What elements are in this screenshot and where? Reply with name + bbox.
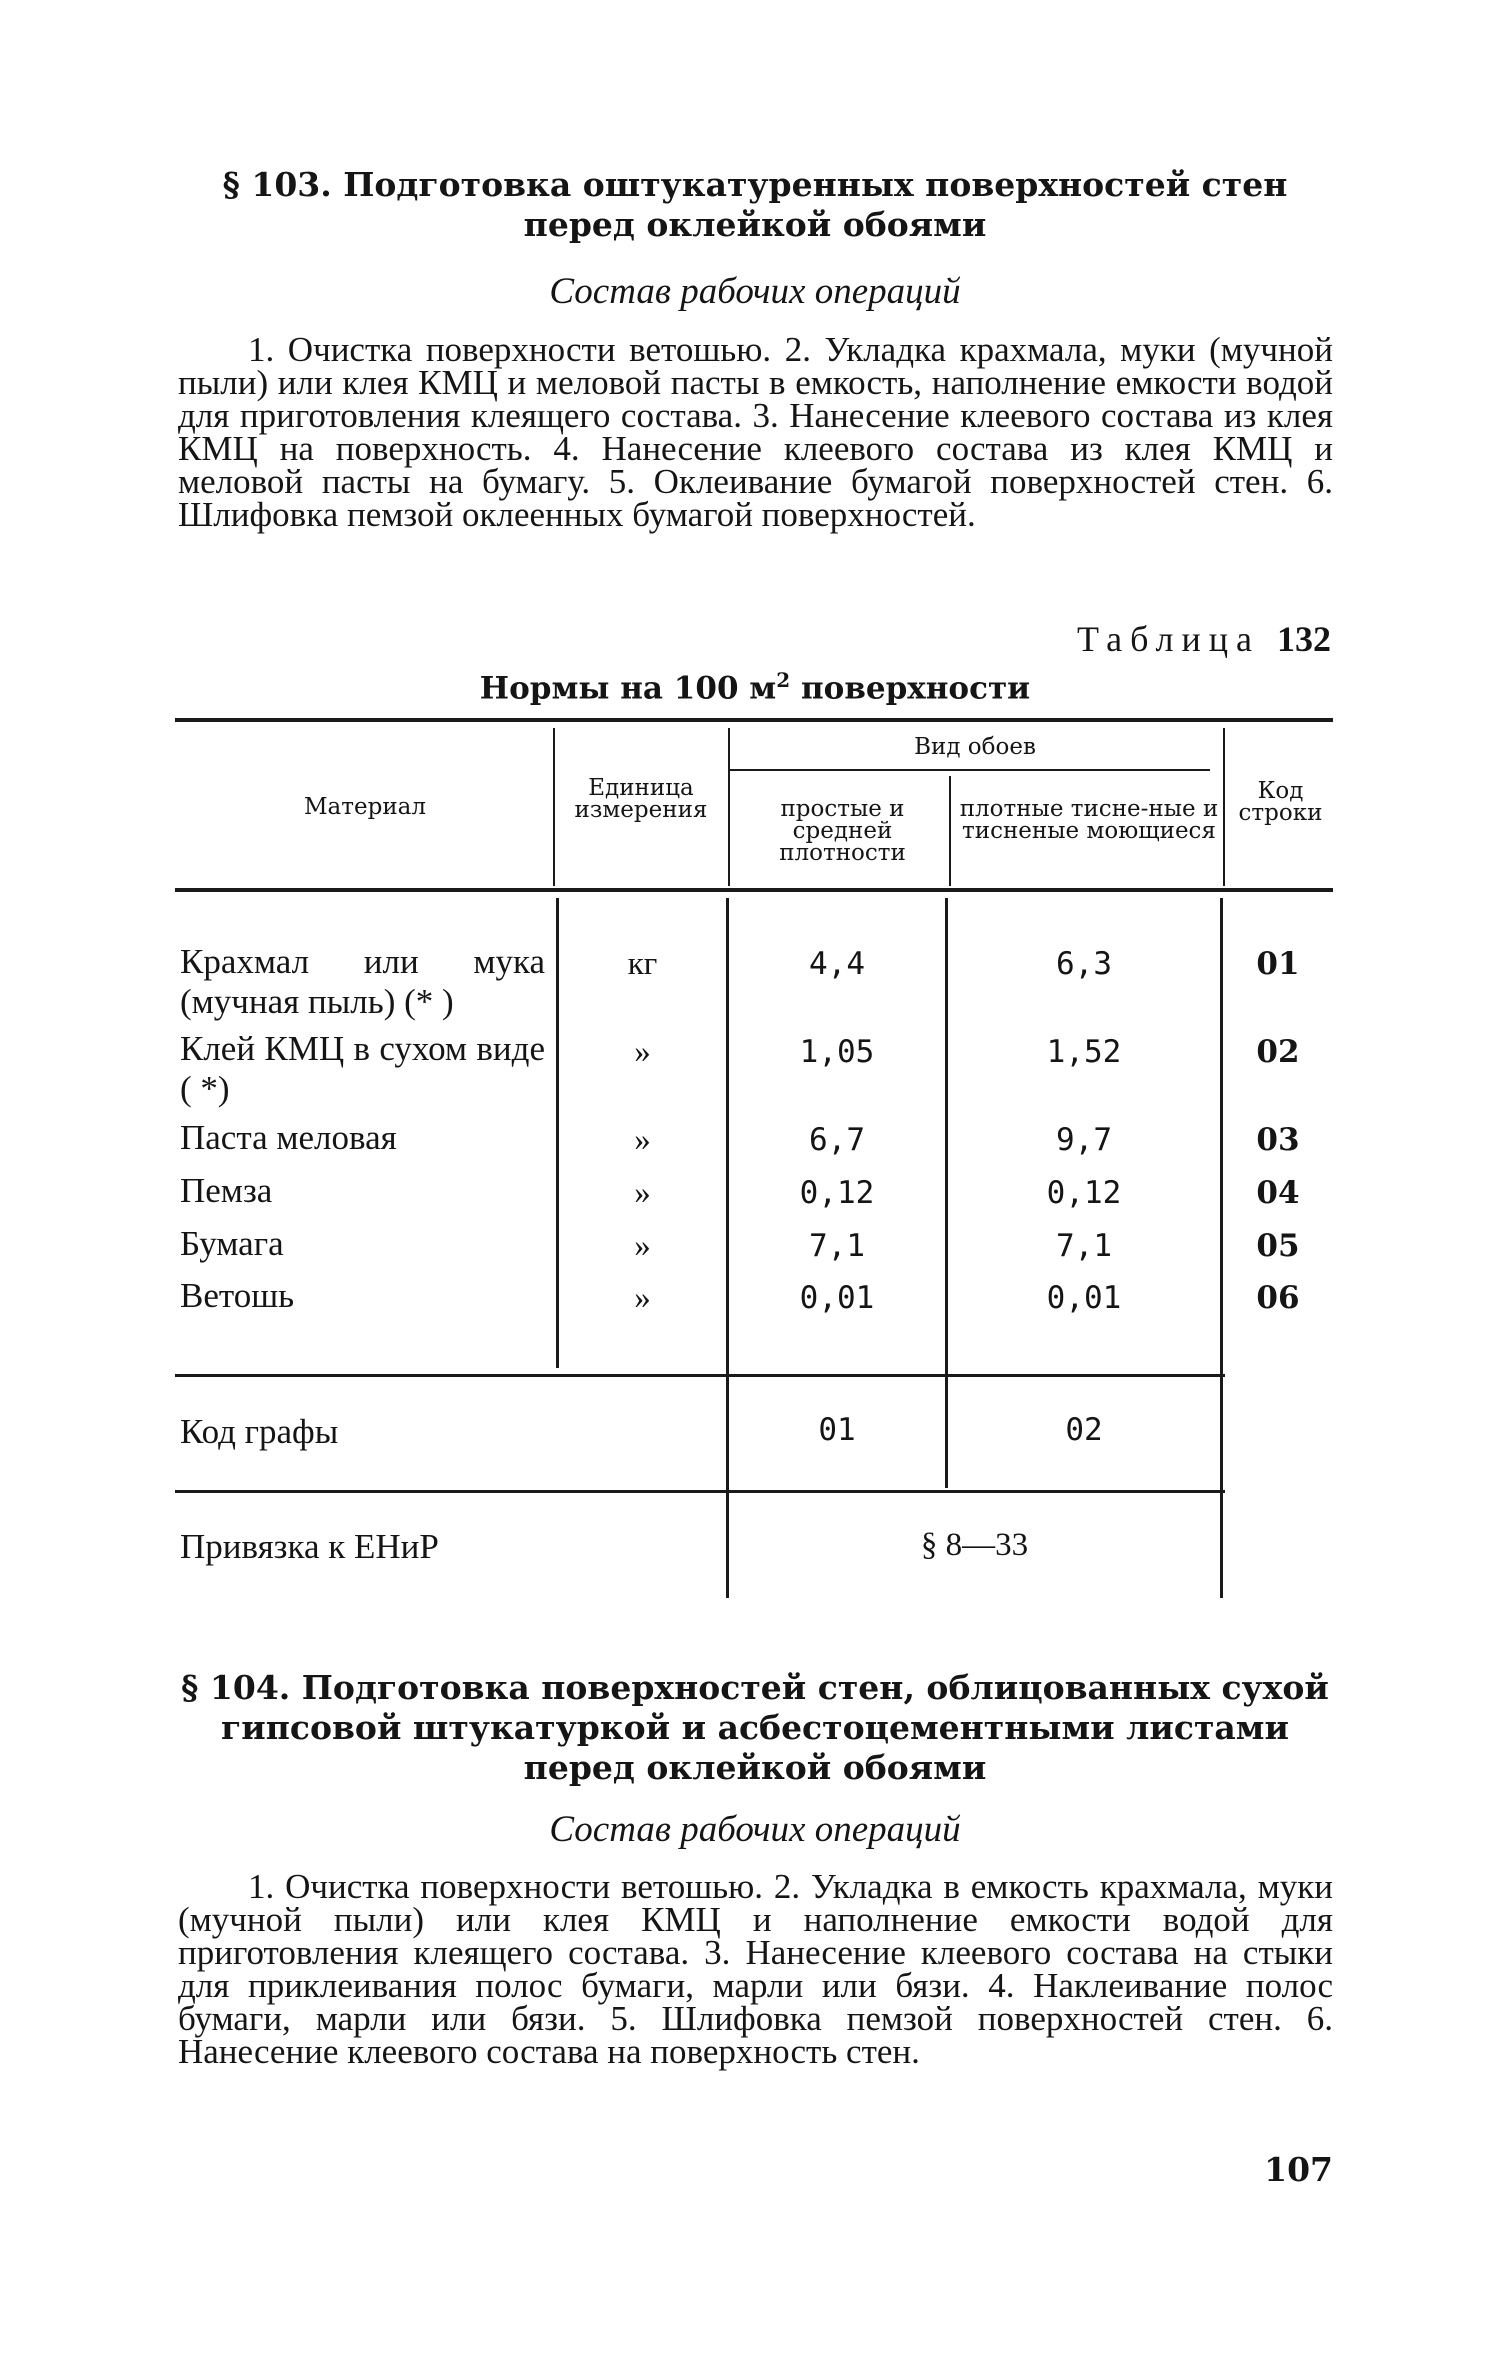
section-103-subtitle: Состав рабочих операций [549, 271, 961, 312]
table-top-rule [175, 718, 1333, 722]
section-104-title-line3: перед оклейкой обоями [523, 1748, 987, 1787]
row-6-material: Ветошь [180, 1276, 295, 1315]
row-3-simple: 6,7 [809, 1122, 865, 1158]
table-title-suffix: поверхности [790, 670, 1031, 707]
header-unit: Единица измерения [574, 775, 708, 823]
header-row-code: Код строки [1238, 778, 1323, 826]
table-label-word: Таблица [1077, 619, 1260, 659]
row-1-dense: 6,3 [1056, 946, 1112, 982]
row-5-code: 05 [1256, 1228, 1300, 1264]
row-5-dense: 7,1 [1056, 1228, 1112, 1264]
row-4-material: Пемза [180, 1171, 273, 1210]
column-code-simple: 01 [818, 1412, 856, 1448]
header-bottom-rule [175, 888, 1333, 892]
row-1-unit: кг [627, 946, 658, 982]
row-2-unit: » [634, 1034, 651, 1070]
row-5-unit: » [634, 1228, 651, 1264]
row-2-code: 02 [1256, 1034, 1300, 1070]
column-code-dense: 02 [1065, 1412, 1103, 1448]
header-wallpaper-type: Вид обоев [914, 734, 1036, 760]
row-5-material: Бумага [180, 1224, 284, 1263]
row-3-material: Паста меловая [180, 1118, 397, 1157]
row-3-dense: 9,7 [1056, 1122, 1112, 1158]
row-1-material: Крахмал или мука (мучная пыль) (* ) [180, 942, 545, 1021]
section-103-title-line1: § 103. Подготовка оштукатуренных поверхностей стен [222, 165, 1288, 204]
column-code-bottom-rule [175, 1490, 1225, 1493]
row-6-code: 06 [1256, 1280, 1300, 1316]
row-4-simple: 0,12 [799, 1175, 875, 1211]
row-4-dense: 0,12 [1046, 1175, 1122, 1211]
section-104-text: 1. Очистка поверхности ветошью. 2. Укладка в емкость крахмала, муки (мучной пыли) или клея КМЦ и наполнение емкости водой для приготовления клеящего состава. 3. Нанесение клеевого состава на стыки для приклеивания полос бумаги, марли или бязи. 4. Наклеивание полос бумаги, марли или бязи. 5. Шлифовка пемзой поверхностей стен. 6. Нанесение клеевого состава на поверхность стен. [178, 1867, 1333, 2071]
row-2-dense: 1,52 [1046, 1034, 1122, 1070]
section-103-title-line2: перед оклейкой обоями [523, 205, 987, 244]
section-104-title [160, 1668, 1350, 1788]
row-3-code: 03 [1256, 1122, 1300, 1158]
row-6-dense: 0,01 [1046, 1280, 1122, 1316]
table-title-prefix: Нормы на 100 м [479, 670, 777, 707]
row-2-material: Клей КМЦ в сухом виде ( *) [180, 1029, 545, 1108]
header-vrule-4 [1223, 728, 1225, 886]
page-number: 107 [1264, 2150, 1333, 2189]
header-vrule-1 [553, 728, 555, 886]
row-4-code: 04 [1256, 1175, 1300, 1211]
column-code-label: Код графы [180, 1412, 339, 1451]
row-1-simple: 4,4 [809, 946, 865, 982]
body-bottom-rule [175, 1374, 1225, 1377]
row-6-unit: » [634, 1280, 651, 1316]
row-6-simple: 0,01 [799, 1280, 875, 1316]
header-dense: плотные тисне-ные и тисненые моющиеся [959, 796, 1219, 844]
table-number: 132 [1277, 619, 1331, 659]
header-simple: простые и средней плотности [779, 796, 906, 866]
wallpaper-type-rule [730, 769, 1210, 771]
section-104-title-line2: гипсовой штукатуркой и асбестоцементными листами [221, 1708, 1289, 1747]
header-material: Материал [304, 794, 426, 820]
row-5-simple: 7,1 [809, 1228, 865, 1264]
row-3-unit: » [634, 1122, 651, 1158]
row-2-simple: 1,05 [799, 1034, 875, 1070]
section-104-subtitle: Состав рабочих операций [549, 1809, 961, 1850]
section-104-title-line1: § 104. Подготовка поверхностей стен, облицованных сухой [181, 1668, 1329, 1707]
section-103-text: 1. Очистка поверхности ветошью. 2. Укладка крахмала, муки (мучной пыли) или клея КМЦ и меловой пасты в емкость, наполнение емкости водой для приготовления клеящего состава. 3. Нанесение клеевого состава из клея КМЦ на поверхность. 4. Нанесение клеевого состава из клея КМЦ и меловой пасты на бумагу. 5. Оклеивание бумагой поверхностей стен. 6. Шлифовка пемзой оклеенных бумагой поверхностей. [178, 330, 1333, 534]
enir-value: § 8—33 [920, 1527, 1029, 1563]
enir-label: Привязка к ЕНиР [180, 1527, 439, 1566]
row-4-unit: » [634, 1175, 651, 1211]
table-title-sup: 2 [776, 668, 791, 692]
row-1-code: 01 [1256, 946, 1300, 982]
header-vrule-3 [949, 776, 951, 886]
